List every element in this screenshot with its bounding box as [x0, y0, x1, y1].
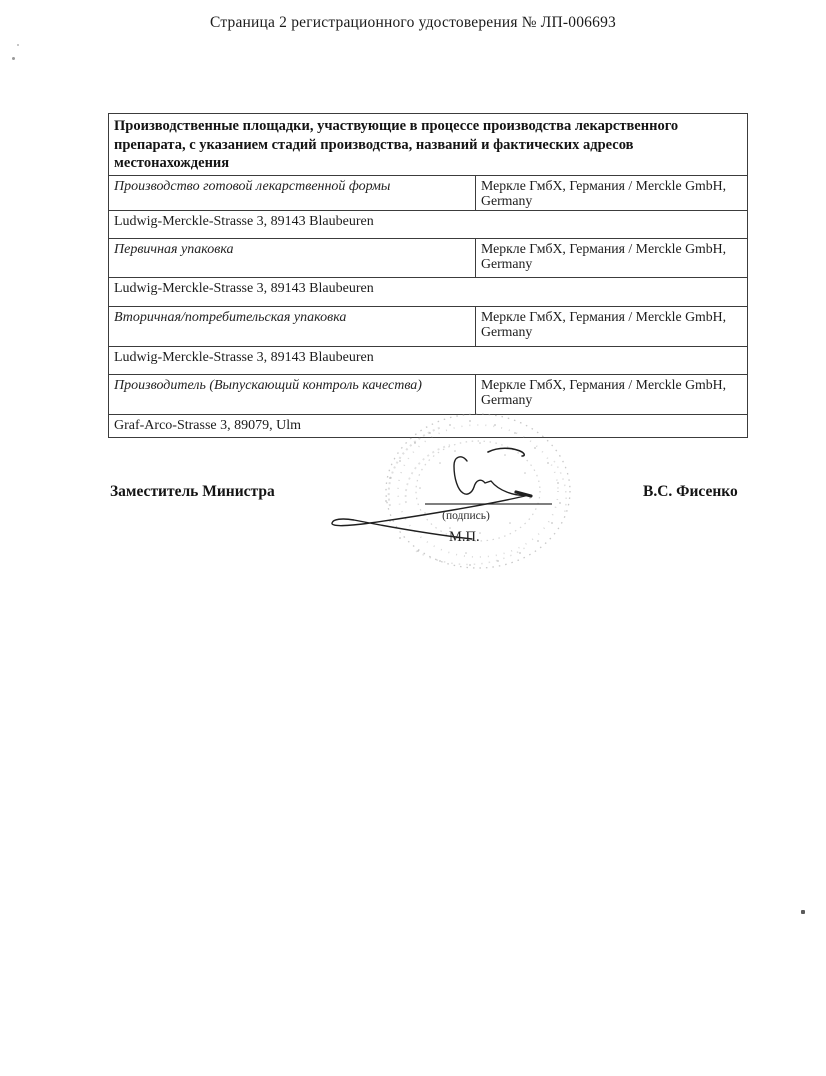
address-cell: Ludwig-Merckle-Strasse 3, 89143 Blaubeuren [109, 210, 748, 238]
table-header-cell: Производственные площадки, участвующие в процессе производства лекарственного препарата, с указанием стадий производства, названий и фактических адресов местонахождения [109, 114, 748, 176]
stage-cell: Первичная упаковка [109, 238, 476, 277]
stage-cell: Производитель (Выпускающий контроль качества) [109, 374, 476, 414]
manufacturer-cell: Меркле ГмбХ, Германия / Merckle GmbH, Germany [476, 238, 748, 277]
table-row [109, 175, 748, 210]
manufacturer-cell: Меркле ГмбХ, Германия / Merckle GmbH, Germany [476, 374, 748, 414]
table-row [109, 414, 748, 437]
table-row [109, 374, 748, 414]
scan-speck [12, 57, 15, 60]
table-row [109, 346, 748, 374]
table-row [109, 210, 748, 238]
address-cell: Ludwig-Merckle-Strasse 3, 89143 Blaubeuren [109, 346, 748, 374]
table-row [109, 277, 748, 306]
table-row [109, 238, 748, 277]
scan-speck [17, 44, 19, 46]
scan-speck [801, 910, 805, 914]
manufacturer-cell: Меркле ГмбХ, Германия / Merckle GmbH, Germany [476, 306, 748, 346]
stamp-place-caption: М.П. [449, 529, 480, 545]
stage-cell: Вторичная/потребительская упаковка [109, 306, 476, 346]
table-row [109, 306, 748, 346]
handwritten-signature [332, 448, 531, 539]
page-header: Страница 2 регистрационного удостоверения № ЛП-006693 [210, 14, 616, 31]
address-cell: Ludwig-Merckle-Strasse 3, 89143 Blaubeuren [109, 277, 748, 306]
stage-cell: Производство готовой лекарственной формы [109, 175, 476, 210]
manufacturer-cell: Меркле ГмбХ, Германия / Merckle GmbH, Germany [476, 175, 748, 210]
signature-caption: (подпись) [442, 510, 490, 522]
signatory-name: В.С. Фисенко [643, 483, 738, 500]
table-header-row [109, 114, 748, 176]
production-sites-table [108, 113, 748, 438]
address-cell: Graf-Arco-Strasse 3, 89079, Ulm [109, 414, 748, 437]
signatory-title: Заместитель Министра [110, 483, 275, 500]
